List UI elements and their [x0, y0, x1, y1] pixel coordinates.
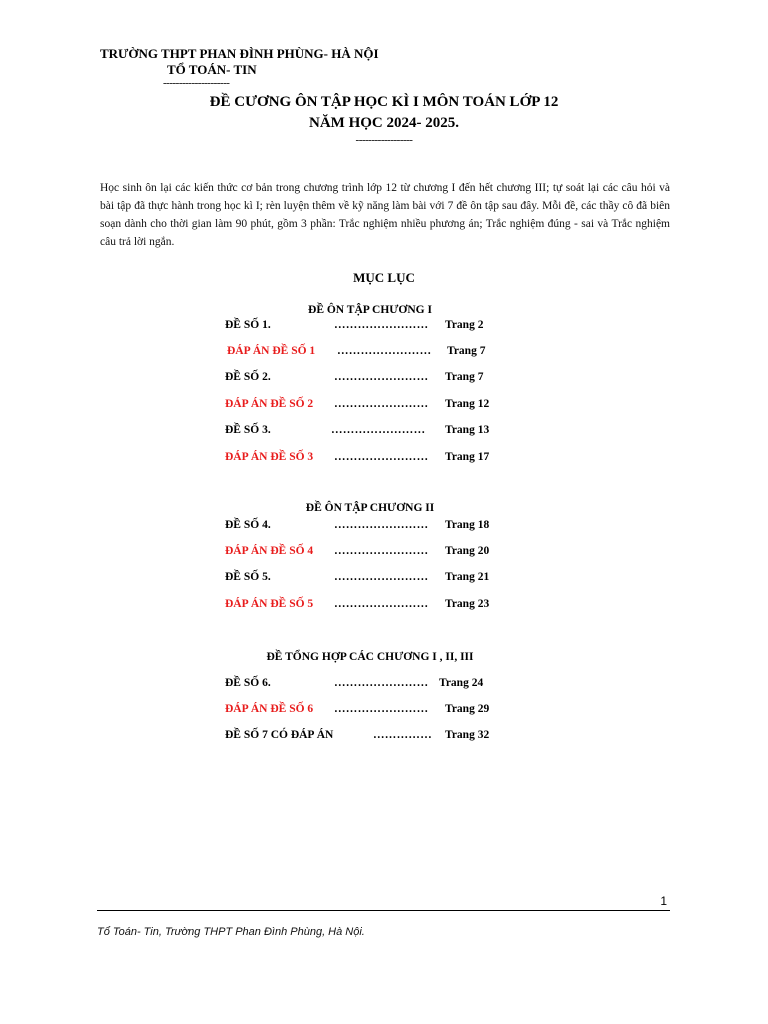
- toc-page-ref: Trang 2: [445, 319, 484, 331]
- toc-leader-dots: ……………………: [334, 703, 429, 715]
- toc-leader-dots: ……………………: [337, 345, 432, 357]
- toc-leader-dots: ……………………: [334, 371, 429, 383]
- toc-page-ref: Trang 29: [445, 703, 490, 715]
- toc-page-ref: Trang 7: [447, 345, 486, 357]
- toc-entry[interactable]: [225, 319, 484, 331]
- toc-entry-label: ĐỀ SỐ 1.: [225, 319, 271, 331]
- toc-leader-dots: ……………: [373, 729, 432, 741]
- toc-entry-answer[interactable]: [225, 598, 490, 610]
- toc-entry-label: ĐỀ SỐ 2.: [225, 371, 271, 383]
- toc-leader-dots: ……………………: [334, 598, 429, 610]
- toc-entry-label: ĐỀ SỐ 3.: [225, 424, 271, 436]
- header-divider: ---------------------: [163, 77, 230, 89]
- toc-page-ref: Trang 23: [445, 598, 490, 610]
- toc-leader-dots: ……………………: [334, 451, 429, 463]
- toc-entry-label: ĐÁP ÁN ĐỀ SỐ 5: [225, 598, 314, 610]
- toc-entry-label: ĐỀ SỐ 5.: [225, 571, 271, 583]
- toc-leader-dots: ……………………: [334, 571, 429, 583]
- school-year: NĂM HỌC 2024- 2025.: [309, 115, 459, 131]
- toc-entry[interactable]: [225, 424, 490, 436]
- toc-leader-dots: ……………………: [334, 545, 429, 557]
- toc-entry-answer[interactable]: [225, 545, 490, 557]
- school-name: TRƯỜNG THPT PHAN ĐÌNH PHÙNG- HÀ NỘI: [100, 46, 379, 61]
- document-title: ĐỀ CƯƠNG ÔN TẬP HỌC KÌ I MÔN TOÁN LỚP 12: [209, 94, 559, 110]
- page-number: 1: [660, 894, 667, 908]
- toc-entry-label: ĐỀ SỐ 4.: [225, 519, 271, 531]
- toc-entry-answer[interactable]: [225, 703, 490, 715]
- toc-page-ref: Trang 32: [445, 729, 490, 741]
- toc-title: MỤC LỤC: [353, 270, 415, 285]
- toc-page-ref: Trang 13: [445, 424, 490, 436]
- department-name: TỔ TOÁN- TIN: [167, 62, 257, 77]
- toc-page-ref: Trang 21: [445, 571, 490, 583]
- toc-entry-label: ĐÁP ÁN ĐỀ SỐ 2: [225, 398, 314, 410]
- toc-entry-answer[interactable]: [225, 398, 490, 410]
- toc-entry[interactable]: [225, 729, 490, 741]
- toc-page-ref: Trang 17: [445, 451, 490, 463]
- toc-entry-answer[interactable]: [225, 345, 486, 357]
- toc-leader-dots: ……………………: [334, 677, 429, 689]
- toc-page-ref: Trang 12: [445, 398, 490, 410]
- toc-section-title: ĐỀ ÔN TẬP CHƯƠNG I: [308, 304, 432, 316]
- toc-entry[interactable]: [225, 519, 490, 531]
- toc-entry[interactable]: [225, 371, 484, 383]
- toc-leader-dots: ……………………: [334, 519, 429, 531]
- title-divider: ------------------: [355, 134, 413, 146]
- toc-entry[interactable]: [225, 571, 490, 583]
- toc-entry-label: ĐÁP ÁN ĐỀ SỐ 4: [225, 545, 314, 557]
- toc-page-ref: Trang 24: [439, 677, 484, 689]
- toc-leader-dots: ……………………: [334, 319, 429, 331]
- toc-page-ref: Trang 20: [445, 545, 490, 557]
- toc-page-ref: Trang 18: [445, 519, 490, 531]
- toc-entry-label: ĐỀ SỐ 7 CÓ ĐÁP ÁN: [225, 729, 334, 741]
- toc-page-ref: Trang 7: [445, 371, 484, 383]
- toc-entry-label: ĐÁP ÁN ĐỀ SỐ 3: [225, 451, 314, 463]
- toc-leader-dots: ……………………: [331, 424, 426, 436]
- toc-entry-label: ĐÁP ÁN ĐỀ SỐ 6: [225, 703, 314, 715]
- toc-entry-label: ĐỀ SỐ 6.: [225, 677, 271, 689]
- toc-entry-answer[interactable]: [225, 451, 490, 463]
- toc-entry[interactable]: [225, 677, 484, 689]
- intro-paragraph: Học sinh ôn lại các kiến thức cơ bản trong chương trình lớp 12 từ chương I đến hết chương III; tự soát lại các câu hỏi và bài tập đã thực hành trong học kì I; rèn luyện thêm về kỹ năng làm bài với 7 đề ôn tập sau đây. Mỗi đề, các thầy cô đã biên soạn dành cho thời gian làm 90 phút, gồm 3 phần: Trắc nghiệm nhiều phương án; Trắc nghiệm đúng - sai và Trắc nghiệm câu trả lời ngắn.: [100, 182, 670, 248]
- toc-section-title: ĐỀ TỔNG HỢP CÁC CHƯƠNG I , II, III: [266, 651, 474, 663]
- toc-section-title: ĐỀ ÔN TẬP CHƯƠNG II: [305, 502, 435, 514]
- footer-text: Tổ Toán- Tin, Trường THPT Phan Đình Phùng, Hà Nội.: [97, 926, 365, 938]
- toc-leader-dots: ……………………: [334, 398, 429, 410]
- footer-rule: [97, 910, 670, 911]
- toc-entry-label: ĐÁP ÁN ĐỀ SỐ 1: [227, 345, 316, 357]
